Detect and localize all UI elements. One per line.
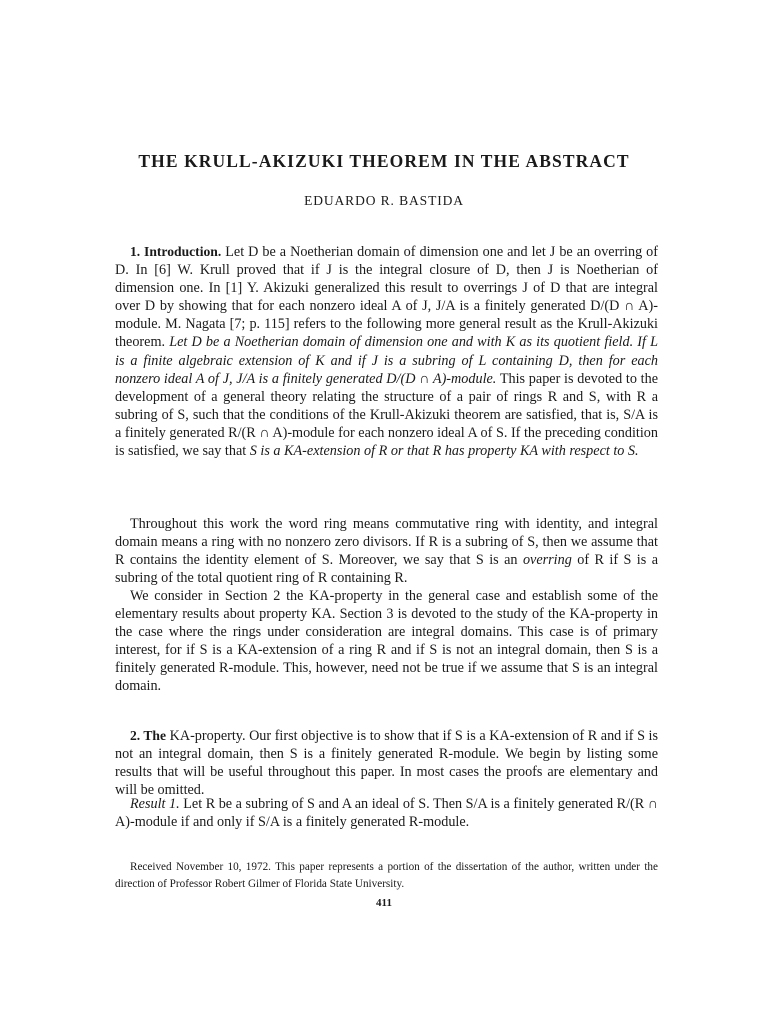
paper-author: EDUARDO R. BASTIDA [304, 193, 464, 208]
result-1-text: Let R be a subring of S and A an ideal of S. Then S/A is a finitely generated R/(R ∩ A)-module if and only if S/A is a finitely generated R-module. [115, 796, 659, 831]
conventions-text-b: of R if S is a subring of the total quotient ring of R containing R. [115, 552, 658, 587]
ka-property-text: Our first objective is to show that if S is a KA-extension of R and if S is not an integral domain, then S is a finitely generated R-module. We begin by listing some results that will be useful throughout this paper. In most cases the proofs are elementary and will be omitted. [115, 728, 658, 799]
intro-text-b: This paper is devoted to the development of a general theory relating the structure of a pair of rings R and S, with R a subring of S, such that the conditions of the Krull-Akizuki theorem are satisfied, that is, S/A is a finitely generated R/(R ∩ A)-module for each nonzero ideal A of S. If the preceding condition is satisfied, we say that [115, 370, 659, 460]
page-number: 411 [376, 897, 392, 909]
section-1-heading: 1. Introduction. [130, 244, 222, 259]
ka-extension-definition: S is a KA-extension of R or that R has property KA with respect to S. [249, 443, 639, 460]
krull-akizuki-theorem-statement: Let D be a Noetherian domain of dimension one and with K as its quotient field. If L is a finite algebraic extension of K and if J is a subring of L containing D, then for each nonzero ideal A of J, J/A is a finitely generated D/(D ∩ A)-module. [115, 334, 659, 387]
intro-text-a: Let D be a Noetherian domain of dimension one and let J be an overring of D. In [6] W. Krull proved that if J is the integral closure of D, then J is Noetherian of dimension one. In [1] Y. Akizuki generalized this result to overrings J of D that are integral over D by showing that for each nonzero ideal A of J, J/A is a finitely generated D/(D ∩ A)-module. M. Nagata [7; p. 115] refers to the following more general result as the Krull-Akizuki theorem. [115, 244, 658, 351]
overring-term: overring [522, 552, 572, 569]
ka-property-paragraph [115, 727, 658, 799]
paper-title: THE KRULL-AKIZUKI THEOREM IN THE ABSTRACT [138, 151, 630, 171]
introduction-paragraph [115, 243, 658, 460]
received-footnote: Received November 10, 1972. This paper represents a portion of the dissertation of the author, written under the direction of Professor Robert Gilmer of Florida State University. [115, 861, 658, 890]
conventions-paragraph [115, 515, 658, 587]
result-1-paragraph [115, 795, 658, 831]
section-2-heading: 2. The [130, 728, 167, 743]
outline-paragraph: We consider in Section 2 the KA-property in the general case and establish some of the elementary results about property KA. Section 3 is devoted to the study of the KA-property in the case where the rings under consideration are integral domains. This case is of primary interest, for if S is a KA-extension of a ring R and if S is not an integral domain, then S is a finitely generated R-module. This, however, need not be true if we assume that S is an integral domain. [115, 588, 658, 695]
section-2-heading-rest: KA-property. [166, 728, 246, 744]
conventions-text-a: Throughout this work the word ring means commutative ring with identity, and integral domain means a ring with no nonzero zero divisors. If R is a subring of S, then we assume that R contains the identity element of S. Moreover, we say that S is an [115, 516, 658, 569]
result-1-label: Result 1. [130, 796, 180, 812]
